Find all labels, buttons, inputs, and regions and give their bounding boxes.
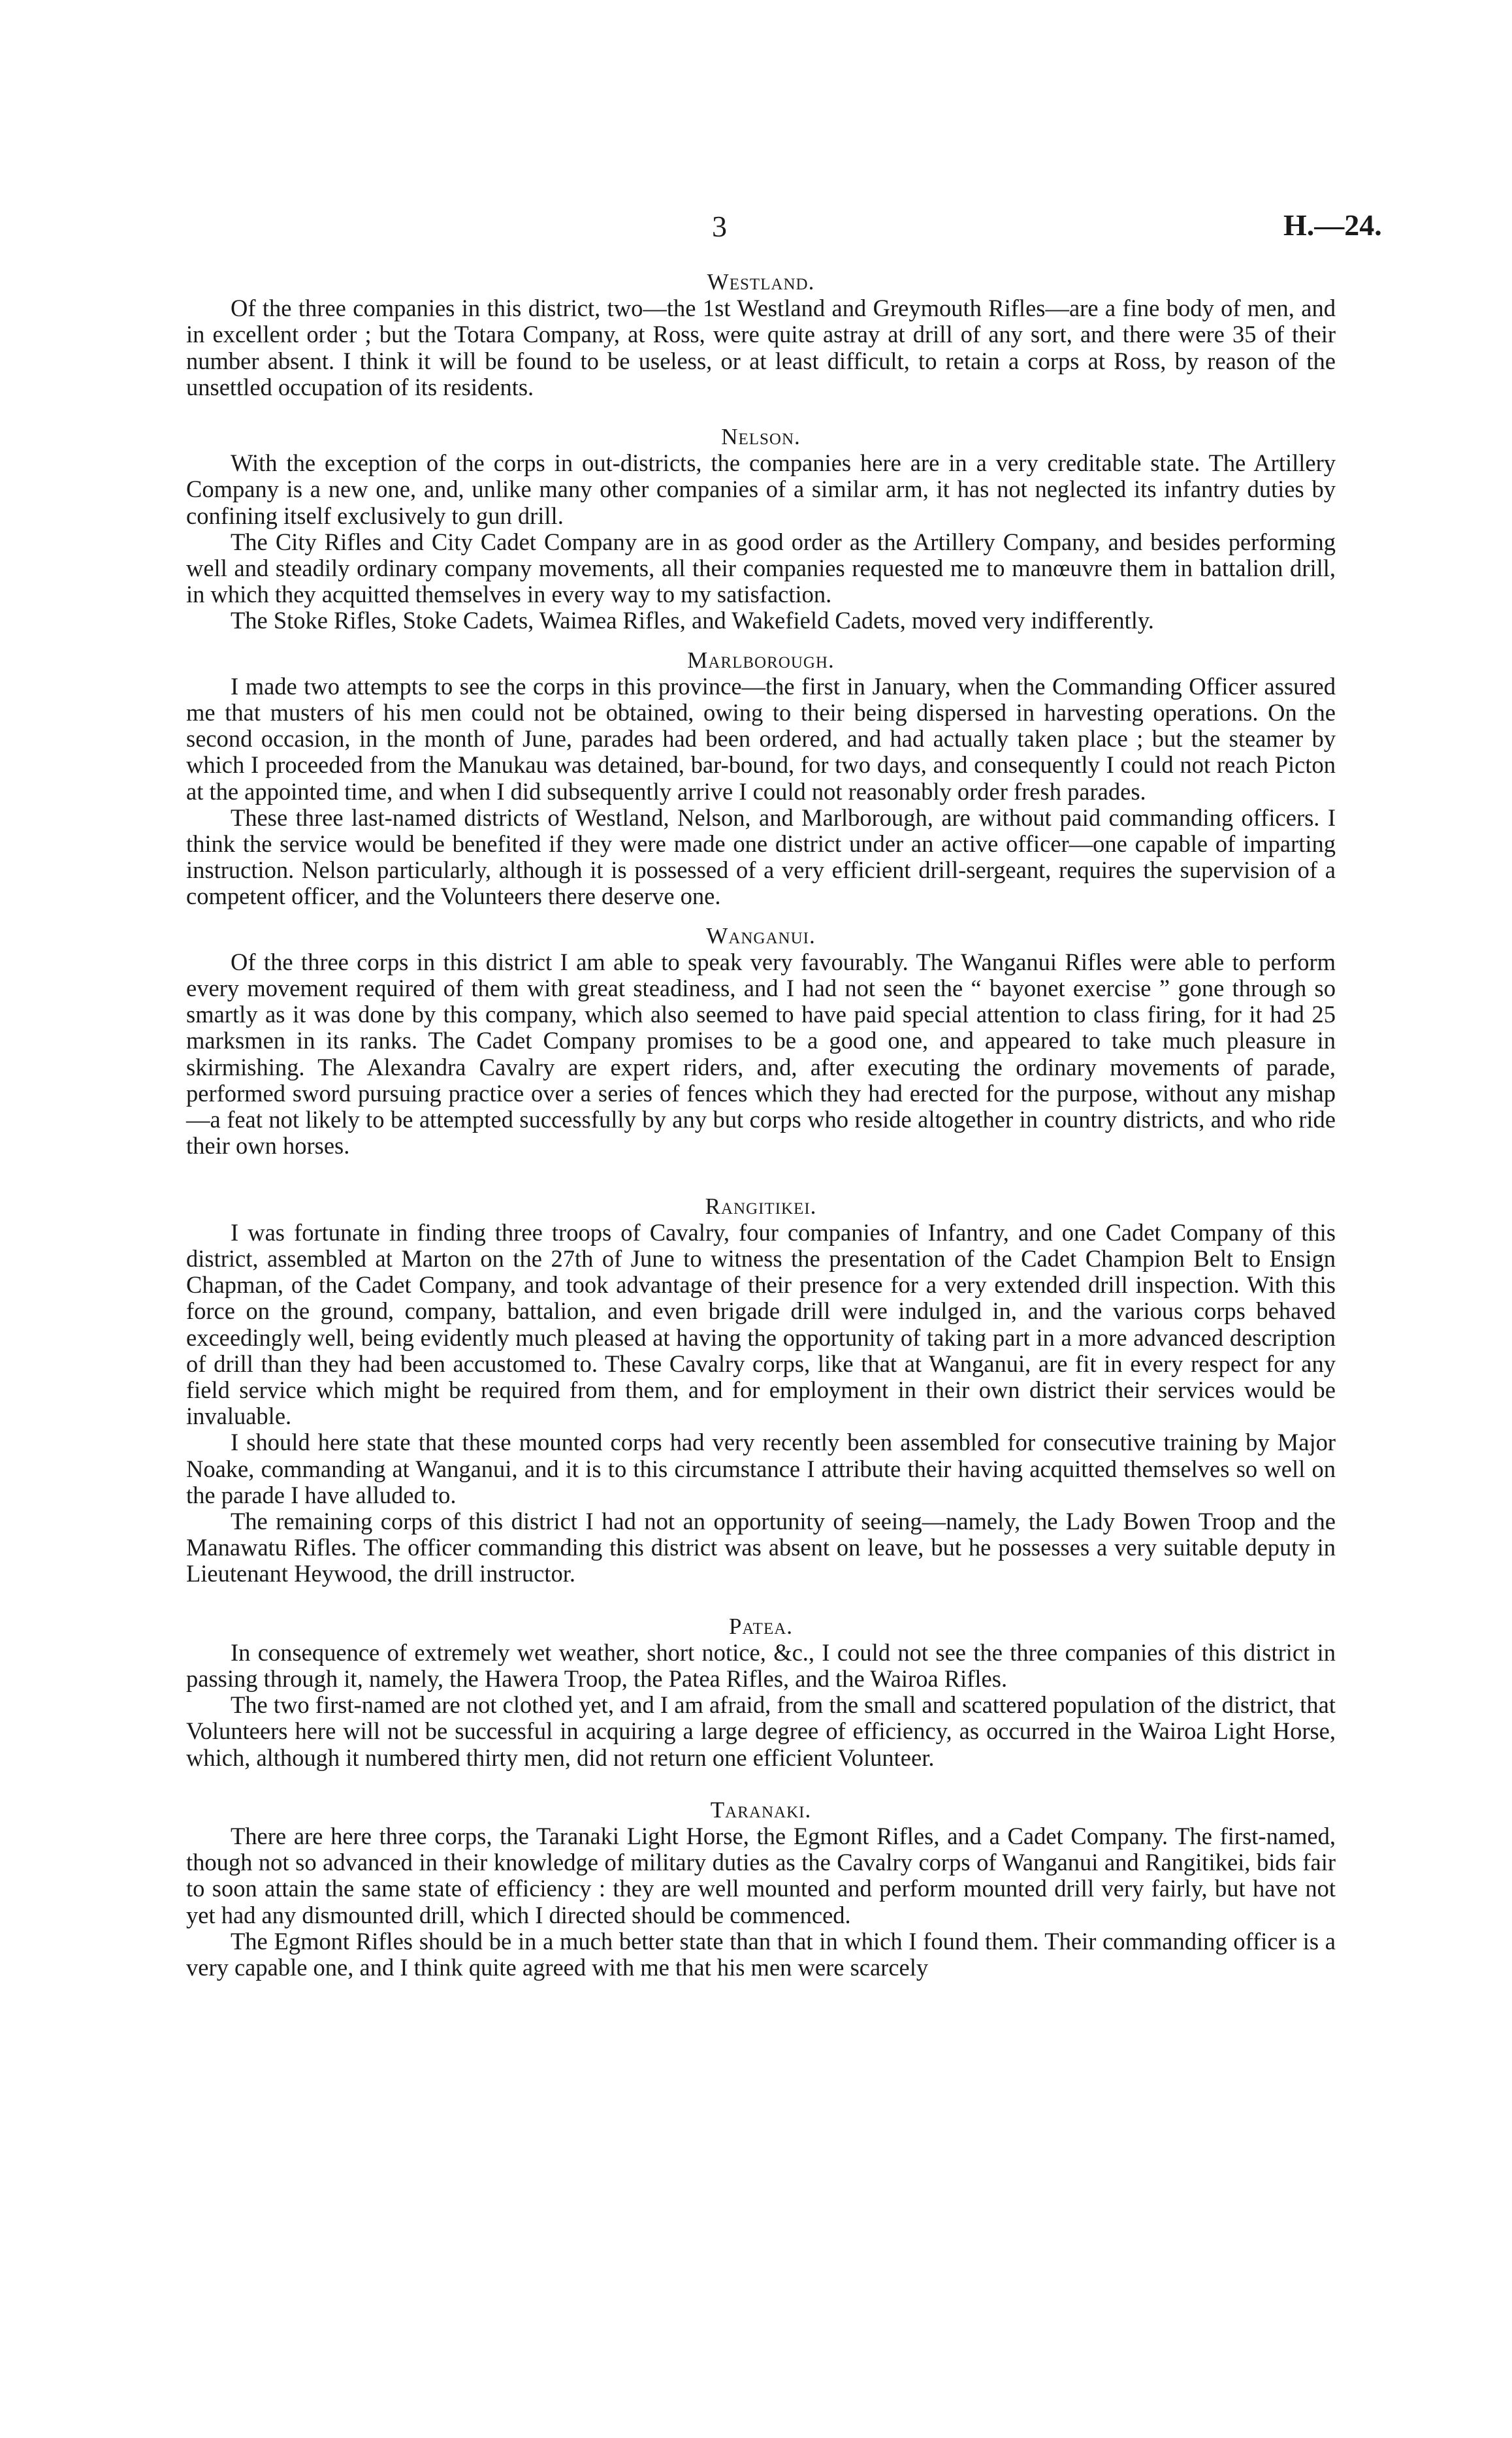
document-reference: H.—24.: [1283, 208, 1382, 242]
section-nelson: [186, 424, 1336, 634]
paragraph: Of the three companies in this district, two—the 1st Westland and Greymouth Rifles—are a fine body of men, and in excellent order ; but the Totara Company, at Ross, were quite astray at drill of any sort, and there were 35 of their number absent. I think it will be found to be useless, or at least difficult, to retain a corps at Ross, by reason of the unsettled occupation of its residents.: [186, 295, 1336, 400]
section-heading: Rangitikei.: [705, 1193, 817, 1219]
section-marlborough: [186, 647, 1336, 910]
section-heading: Wanganui.: [706, 922, 816, 949]
paragraph: The Egmont Rifles should be in a much better state than that in which I found them. Their commanding officer is a very capable one, and I think quite agreed with me that his men were scarcely: [186, 1927, 1336, 1981]
paragraph: The City Rifles and City Cadet Company are in as good order as the Artillery Company, and besides performing well and steadily ordinary company movements, all their companies requested me to manœuvre them in battalion drill, in which they acquitted themselves in every way to my satisfaction.: [186, 528, 1336, 608]
paragraph: I should here state that these mounted corps had very recently been assembled for consecutive training by Major Noake, commanding at Wanganui, and it is to this circumstance I attribute their having acquitted themselves so well on the parade I have alluded to.: [186, 1429, 1336, 1508]
paragraph: In consequence of extremely wet weather, short notice, &c., I could not see the three companies of this district in passing through it, namely, the Hawera Troop, the Patea Rifles, and the Wairoa Rifles.: [186, 1638, 1336, 1692]
paragraph: These three last-named districts of Westland, Nelson, and Marlborough, are without paid commanding officers. I think the service would be benefited if they were made one district under an active officer—one capable of imparting instruction. Nelson particularly, although it is possessed of a very efficient drill-sergeant, requires the supervision of a competent officer, and the Volunteers there deserve one.: [186, 804, 1336, 910]
section-heading: Marlborough.: [687, 647, 835, 673]
section-patea: [186, 1614, 1336, 1771]
section-westland: [186, 269, 1336, 400]
section-heading: Westland.: [707, 269, 815, 295]
section-heading: Taranaki.: [710, 1796, 812, 1823]
paragraph: I was fortunate in finding three troops of Cavalry, four companies of Infantry, and one Cadet Company of this district, assembled at Marton on the 27th of June to witness the presentation of the Cadet Champion Belt to Ensign Chapman, of the Cadet Company, and took advantage of their presence for a very extended drill inspection. With this force on the ground, company, battalion, and even brigade drill were indulged in, and the various corps behaved exceedingly well, being evidently much pleased at having the opportunity of taking part in a more advanced description of drill than they had been accustomed to. These Cavalry corps, like that at Wanganui, are fit in every respect for any field service which might be required from them, and for employment in their own district their services would be invaluable.: [186, 1218, 1336, 1430]
paragraph: I made two attempts to see the corps in this province—the first in January, when the Commanding Officer assured me that musters of his men could not be obtained, owing to their being dispersed in harvesting operations. On the second occasion, in the month of June, parades had been ordered, and had actually taken place ; but the steamer by which I proceeded from the Manukau was detained, bar-bound, for two days, and consequently I could not reach Picton at the appointed time, and when I did subsequently arrive I could not reasonably order fresh parades.: [186, 672, 1336, 805]
paragraph: The remaining corps of this district I had not an opportunity of seeing—namely, the Lady Bowen Troop and the Manawatu Rifles. The officer commanding this district was absent on leave, but he possesses a very suitable deputy in Lieutenant Heywood, the drill instructor.: [186, 1507, 1336, 1587]
paragraph: With the exception of the corps in out-districts, the companies here are in a very creditable state. The Artillery Company is a new one, and, unlike many other companies of a similar arm, it has not neglected its infantry duties by confining itself exclusively to gun drill.: [186, 449, 1336, 529]
section-taranaki: [186, 1797, 1336, 1981]
section-heading: Nelson.: [721, 424, 801, 450]
paragraph: There are here three corps, the Taranaki Light Horse, the Egmont Rifles, and a Cadet Company. The first-named, though not so advanced in their knowledge of military duties as the Cavalry corps of Wanganui and Rangitikei, bids fair to soon attain the same state of efficiency : they are well mounted and perform mounted drill very fairly, but have not yet had any dismounted drill, which I directed should be commenced.: [186, 1822, 1336, 1928]
paragraph: The two first-named are not clothed yet, and I am afraid, from the small and scattered population of the district, that Volunteers here will not be successful in acquiring a large degree of efficiency, as occurred in the Wairoa Light Horse, which, although it numbered thirty men, did not return one efficient Volunteer.: [186, 1691, 1336, 1771]
paragraph: Of the three corps in this district I am able to speak very favourably. The Wanganui Rifles were able to perform every movement required of them with great steadiness, and I had not seen the “ bayonet exercise ” gone through so smartly as it was done by this company, which also seemed to have paid special attention to class firing, for it had 25 marksmen in its ranks. The Cadet Company promises to be a good one, and appeared to take much pleasure in skirmishing. The Alexandra Cavalry are expert riders, and, after executing the ordinary movements of parade, performed sword pursuing practice over a series of fences which they had erected for the purpose, without any mishap —a feat not likely to be attempted successfully by any but corps who reside altogether in country districts, and who ride their own horses.: [186, 948, 1336, 1160]
section-rangitikei: [186, 1194, 1336, 1587]
report-body: [186, 269, 1336, 1981]
page-number: 3: [712, 210, 727, 243]
section-wanganui: [186, 923, 1336, 1160]
paragraph: The Stoke Rifles, Stoke Cadets, Waimea Rifles, and Wakefield Cadets, moved very indifferently.: [231, 607, 1154, 634]
section-heading: Patea.: [728, 1613, 794, 1639]
